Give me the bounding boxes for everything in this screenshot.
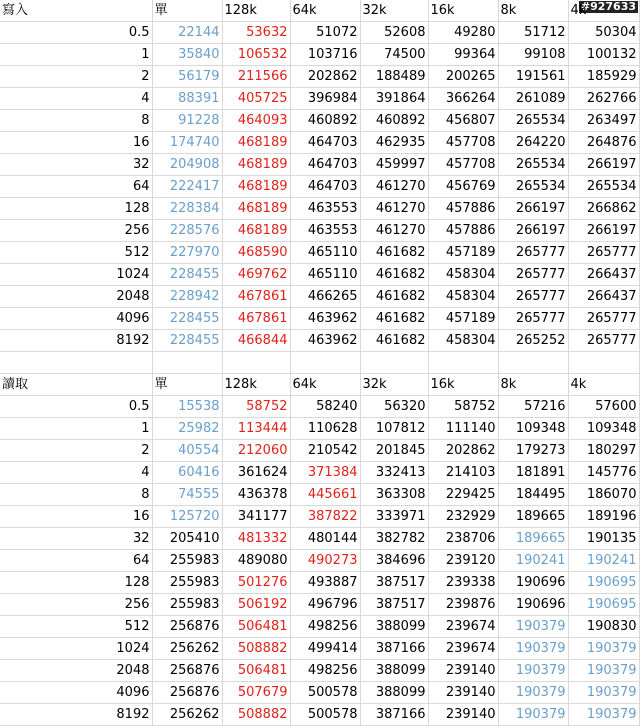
write-column-header[interactable]: 4k [568, 0, 639, 22]
read-value-cell[interactable]: 500578 [290, 704, 360, 726]
write-value-cell[interactable]: 88391 [152, 88, 222, 110]
write-value-cell[interactable]: 227970 [152, 242, 222, 264]
read-value-cell[interactable]: 60416 [152, 462, 222, 484]
write-value-cell[interactable]: 228576 [152, 220, 222, 242]
read-value-cell[interactable]: 239140 [428, 704, 498, 726]
write-value-cell[interactable]: 91228 [152, 110, 222, 132]
read-value-cell[interactable]: 384696 [360, 550, 428, 572]
write-table-row [0, 110, 639, 132]
write-row-label[interactable]: 2048 [0, 286, 152, 308]
read-value-cell[interactable]: 500578 [290, 682, 360, 704]
read-value-cell[interactable]: 508882 [222, 704, 290, 726]
read-table-row [0, 484, 639, 506]
read-value-cell[interactable]: 202862 [428, 440, 498, 462]
read-value-cell[interactable]: 499414 [290, 638, 360, 660]
write-value-cell[interactable]: 461270 [360, 198, 428, 220]
read-value-cell[interactable]: 255983 [152, 594, 222, 616]
read-table-row [0, 440, 639, 462]
read-value-cell[interactable]: 190379 [568, 682, 639, 704]
read-value-cell[interactable]: 190379 [498, 638, 568, 660]
read-value-cell[interactable]: 480144 [290, 528, 360, 550]
write-value-cell[interactable]: 457886 [428, 198, 498, 220]
write-value-cell[interactable]: 461682 [360, 242, 428, 264]
read-table-row [0, 682, 639, 704]
write-value-cell[interactable]: 461270 [360, 176, 428, 198]
write-value-cell[interactable]: 468189 [222, 220, 290, 242]
write-value-cell[interactable]: 22144 [152, 22, 222, 44]
read-value-cell[interactable]: 58752 [428, 396, 498, 418]
read-value-cell[interactable]: 239876 [428, 594, 498, 616]
read-value-cell[interactable]: 507679 [222, 682, 290, 704]
read-value-cell[interactable]: 239120 [428, 550, 498, 572]
blank-cell[interactable] [498, 352, 568, 374]
write-value-cell[interactable]: 266197 [498, 198, 568, 220]
read-value-cell[interactable]: 256876 [152, 682, 222, 704]
read-section-title[interactable]: 讀取 [0, 374, 152, 396]
read-value-cell[interactable]: 501276 [222, 572, 290, 594]
write-row-label[interactable]: 128 [0, 198, 152, 220]
write-value-cell[interactable]: 228942 [152, 286, 222, 308]
write-table-row [0, 308, 639, 330]
write-value-cell[interactable]: 460892 [360, 110, 428, 132]
write-value-cell[interactable]: 466844 [222, 330, 290, 352]
write-value-cell[interactable]: 463553 [290, 198, 360, 220]
read-value-cell[interactable]: 190696 [498, 572, 568, 594]
write-value-cell[interactable]: 456807 [428, 110, 498, 132]
write-value-cell[interactable]: 185929 [568, 66, 639, 88]
read-value-cell[interactable]: 205410 [152, 528, 222, 550]
write-value-cell[interactable]: 266197 [568, 154, 639, 176]
write-value-cell[interactable]: 266437 [568, 286, 639, 308]
read-table-row [0, 594, 639, 616]
write-value-cell[interactable]: 228384 [152, 198, 222, 220]
write-header-row [0, 0, 639, 22]
write-row-label[interactable]: 8192 [0, 330, 152, 352]
write-value-cell[interactable]: 191561 [498, 66, 568, 88]
write-value-cell[interactable]: 464703 [290, 132, 360, 154]
read-value-cell[interactable]: 190379 [498, 704, 568, 726]
write-value-cell[interactable]: 468590 [222, 242, 290, 264]
write-value-cell[interactable]: 456769 [428, 176, 498, 198]
read-value-cell[interactable]: 189665 [498, 506, 568, 528]
read-value-cell[interactable]: 498256 [290, 616, 360, 638]
write-value-cell[interactable]: 464703 [290, 176, 360, 198]
write-table-row [0, 220, 639, 242]
read-value-cell[interactable]: 56320 [360, 396, 428, 418]
write-value-cell[interactable]: 35840 [152, 44, 222, 66]
read-value-cell[interactable]: 481332 [222, 528, 290, 550]
read-value-cell[interactable]: 496796 [290, 594, 360, 616]
read-value-cell[interactable]: 212060 [222, 440, 290, 462]
read-value-cell[interactable]: 363308 [360, 484, 428, 506]
read-value-cell[interactable]: 190379 [568, 638, 639, 660]
read-row-label[interactable]: 128 [0, 572, 152, 594]
read-column-header[interactable]: 16k [428, 374, 498, 396]
write-table-row [0, 264, 639, 286]
write-value-cell[interactable]: 457708 [428, 132, 498, 154]
read-value-cell[interactable]: 255983 [152, 550, 222, 572]
write-value-cell[interactable]: 461682 [360, 308, 428, 330]
write-value-cell[interactable]: 467861 [222, 286, 290, 308]
read-value-cell[interactable]: 371384 [290, 462, 360, 484]
write-value-cell[interactable]: 459997 [360, 154, 428, 176]
watermark-label: #927633 [580, 0, 636, 13]
read-value-cell[interactable]: 111140 [428, 418, 498, 440]
read-value-cell[interactable]: 189665 [498, 528, 568, 550]
read-column-header[interactable]: 4k [568, 374, 639, 396]
read-value-cell[interactable]: 489080 [222, 550, 290, 572]
write-value-cell[interactable]: 266862 [568, 198, 639, 220]
write-value-cell[interactable]: 464703 [290, 154, 360, 176]
write-column-header[interactable]: 8k [498, 0, 568, 22]
read-value-cell[interactable]: 387517 [360, 572, 428, 594]
read-value-cell[interactable]: 493887 [290, 572, 360, 594]
write-value-cell[interactable]: 265534 [498, 110, 568, 132]
write-value-cell[interactable]: 464093 [222, 110, 290, 132]
read-table-row [0, 396, 639, 418]
write-column-header[interactable]: 16k [428, 0, 498, 22]
write-value-cell[interactable]: 263497 [568, 110, 639, 132]
read-value-cell[interactable]: 57216 [498, 396, 568, 418]
write-value-cell[interactable]: 53632 [222, 22, 290, 44]
write-table-row [0, 66, 639, 88]
read-row-label[interactable]: 512 [0, 616, 152, 638]
write-value-cell[interactable]: 49280 [428, 22, 498, 44]
write-value-cell[interactable]: 469762 [222, 264, 290, 286]
read-value-cell[interactable]: 256876 [152, 660, 222, 682]
write-value-cell[interactable]: 202862 [290, 66, 360, 88]
read-value-cell[interactable]: 74555 [152, 484, 222, 506]
read-value-cell[interactable]: 332413 [360, 462, 428, 484]
read-value-cell[interactable]: 506481 [222, 616, 290, 638]
write-value-cell[interactable]: 265777 [498, 242, 568, 264]
read-row-label[interactable]: 16 [0, 506, 152, 528]
read-value-cell[interactable]: 382782 [360, 528, 428, 550]
read-table-row [0, 660, 639, 682]
read-value-cell[interactable]: 25982 [152, 418, 222, 440]
read-value-cell[interactable]: 125720 [152, 506, 222, 528]
write-value-cell[interactable]: 461682 [360, 286, 428, 308]
write-value-cell[interactable]: 457886 [428, 220, 498, 242]
write-value-cell[interactable]: 458304 [428, 286, 498, 308]
read-row-label[interactable]: 8192 [0, 704, 152, 726]
write-value-cell[interactable]: 264876 [568, 132, 639, 154]
write-value-cell[interactable]: 106532 [222, 44, 290, 66]
write-value-cell[interactable]: 463962 [290, 330, 360, 352]
write-row-label[interactable]: 64 [0, 176, 152, 198]
write-value-cell[interactable]: 463962 [290, 308, 360, 330]
write-row-label[interactable]: 256 [0, 220, 152, 242]
read-row-label[interactable]: 64 [0, 550, 152, 572]
read-value-cell[interactable]: 190135 [568, 528, 639, 550]
read-value-cell[interactable]: 445661 [290, 484, 360, 506]
write-column-header[interactable]: 128k [222, 0, 290, 22]
read-value-cell[interactable]: 107812 [360, 418, 428, 440]
write-value-cell[interactable]: 265777 [498, 308, 568, 330]
write-value-cell[interactable]: 204908 [152, 154, 222, 176]
write-value-cell[interactable]: 405725 [222, 88, 290, 110]
write-value-cell[interactable]: 99364 [428, 44, 498, 66]
read-value-cell[interactable]: 387822 [290, 506, 360, 528]
write-column-header[interactable]: 單 [152, 0, 222, 22]
read-value-cell[interactable]: 388099 [360, 682, 428, 704]
write-value-cell[interactable]: 457189 [428, 308, 498, 330]
read-value-cell[interactable]: 256262 [152, 704, 222, 726]
write-value-cell[interactable]: 52608 [360, 22, 428, 44]
blank-cell[interactable] [0, 352, 152, 374]
write-value-cell[interactable]: 265777 [568, 242, 639, 264]
write-value-cell[interactable]: 74500 [360, 44, 428, 66]
read-value-cell[interactable]: 190379 [498, 616, 568, 638]
read-row-label[interactable]: 0.5 [0, 396, 152, 418]
read-value-cell[interactable]: 256876 [152, 616, 222, 638]
blank-cell[interactable] [360, 352, 428, 374]
write-row-label[interactable]: 1024 [0, 264, 152, 286]
read-column-header[interactable]: 8k [498, 374, 568, 396]
read-value-cell[interactable]: 15538 [152, 396, 222, 418]
write-row-label[interactable]: 32 [0, 154, 152, 176]
blank-cell[interactable] [568, 352, 639, 374]
read-value-cell[interactable]: 498256 [290, 660, 360, 682]
write-row-label[interactable]: 512 [0, 242, 152, 264]
read-value-cell[interactable]: 189196 [568, 506, 639, 528]
write-value-cell[interactable]: 265252 [498, 330, 568, 352]
read-value-cell[interactable]: 387166 [360, 704, 428, 726]
read-value-cell[interactable]: 201845 [360, 440, 428, 462]
write-value-cell[interactable]: 468189 [222, 154, 290, 176]
write-value-cell[interactable]: 462935 [360, 132, 428, 154]
read-value-cell[interactable]: 113444 [222, 418, 290, 440]
read-value-cell[interactable]: 232929 [428, 506, 498, 528]
read-value-cell[interactable]: 110628 [290, 418, 360, 440]
read-value-cell[interactable]: 239338 [428, 572, 498, 594]
read-table-row [0, 550, 639, 572]
write-value-cell[interactable]: 261089 [498, 88, 568, 110]
write-value-cell[interactable]: 461682 [360, 330, 428, 352]
read-row-label[interactable]: 2048 [0, 660, 152, 682]
blank-cell[interactable] [152, 352, 222, 374]
write-column-header[interactable]: 64k [290, 0, 360, 22]
read-column-header[interactable]: 32k [360, 374, 428, 396]
write-value-cell[interactable]: 228455 [152, 264, 222, 286]
write-value-cell[interactable]: 265777 [568, 330, 639, 352]
write-value-cell[interactable]: 468189 [222, 132, 290, 154]
read-row-label[interactable]: 4096 [0, 682, 152, 704]
write-row-label[interactable]: 8 [0, 110, 152, 132]
read-table-row [0, 704, 639, 726]
write-value-cell[interactable]: 56179 [152, 66, 222, 88]
read-value-cell[interactable]: 190696 [498, 594, 568, 616]
read-column-header[interactable]: 64k [290, 374, 360, 396]
write-table-row [0, 22, 639, 44]
write-value-cell[interactable]: 266437 [568, 264, 639, 286]
read-value-cell[interactable]: 341177 [222, 506, 290, 528]
read-value-cell[interactable]: 109348 [568, 418, 639, 440]
write-value-cell[interactable]: 460892 [290, 110, 360, 132]
write-table-row [0, 242, 639, 264]
read-value-cell[interactable]: 109348 [498, 418, 568, 440]
read-value-cell[interactable]: 490273 [290, 550, 360, 572]
read-value-cell[interactable]: 184495 [498, 484, 568, 506]
read-value-cell[interactable]: 239674 [428, 638, 498, 660]
write-value-cell[interactable]: 228455 [152, 308, 222, 330]
read-value-cell[interactable]: 333971 [360, 506, 428, 528]
read-row-label[interactable]: 2 [0, 440, 152, 462]
write-row-label[interactable]: 4 [0, 88, 152, 110]
read-table-row [0, 528, 639, 550]
write-value-cell[interactable]: 465110 [290, 264, 360, 286]
read-value-cell[interactable]: 190695 [568, 572, 639, 594]
write-value-cell[interactable]: 188489 [360, 66, 428, 88]
write-column-header[interactable]: 32k [360, 0, 428, 22]
write-value-cell[interactable]: 99108 [498, 44, 568, 66]
write-table-row [0, 88, 639, 110]
blank-cell[interactable] [428, 352, 498, 374]
read-table-row [0, 462, 639, 484]
read-value-cell[interactable]: 179273 [498, 440, 568, 462]
read-row-label[interactable]: 8 [0, 484, 152, 506]
blank-cell[interactable] [290, 352, 360, 374]
write-value-cell[interactable]: 211566 [222, 66, 290, 88]
write-table-row [0, 44, 639, 66]
read-value-cell[interactable]: 361624 [222, 462, 290, 484]
write-row-label[interactable]: 1 [0, 44, 152, 66]
write-value-cell[interactable]: 457708 [428, 154, 498, 176]
read-row-label[interactable]: 32 [0, 528, 152, 550]
read-value-cell[interactable]: 40554 [152, 440, 222, 462]
read-table-row [0, 572, 639, 594]
write-value-cell[interactable]: 461270 [360, 220, 428, 242]
read-value-cell[interactable]: 190379 [498, 682, 568, 704]
read-value-cell[interactable]: 190379 [568, 660, 639, 682]
write-value-cell[interactable]: 265777 [498, 264, 568, 286]
blank-row [0, 352, 639, 374]
read-value-cell[interactable]: 387517 [360, 594, 428, 616]
read-value-cell[interactable]: 210542 [290, 440, 360, 462]
read-value-cell[interactable]: 58752 [222, 396, 290, 418]
write-value-cell[interactable]: 463553 [290, 220, 360, 242]
write-table-row [0, 198, 639, 220]
write-value-cell[interactable]: 265777 [498, 286, 568, 308]
read-table-row [0, 638, 639, 660]
read-value-cell[interactable]: 506192 [222, 594, 290, 616]
read-value-cell[interactable]: 190241 [568, 550, 639, 572]
write-value-cell[interactable]: 458304 [428, 330, 498, 352]
read-value-cell[interactable]: 58240 [290, 396, 360, 418]
read-row-label[interactable]: 1024 [0, 638, 152, 660]
read-value-cell[interactable]: 508882 [222, 638, 290, 660]
write-value-cell[interactable]: 51072 [290, 22, 360, 44]
write-section-title[interactable]: 寫入 [0, 0, 152, 22]
write-value-cell[interactable]: 391864 [360, 88, 428, 110]
write-value-cell[interactable]: 262766 [568, 88, 639, 110]
write-table-row [0, 286, 639, 308]
read-value-cell[interactable]: 229425 [428, 484, 498, 506]
write-value-cell[interactable]: 264220 [498, 132, 568, 154]
read-value-cell[interactable]: 239674 [428, 616, 498, 638]
read-value-cell[interactable]: 190379 [498, 660, 568, 682]
read-table-row [0, 616, 639, 638]
read-value-cell[interactable]: 180297 [568, 440, 639, 462]
write-value-cell[interactable]: 457189 [428, 242, 498, 264]
write-value-cell[interactable]: 266197 [568, 220, 639, 242]
write-value-cell[interactable]: 466265 [290, 286, 360, 308]
read-value-cell[interactable]: 190241 [498, 550, 568, 572]
write-value-cell[interactable]: 265534 [568, 176, 639, 198]
read-value-cell[interactable]: 506481 [222, 660, 290, 682]
write-table-row [0, 330, 639, 352]
read-header-row [0, 374, 639, 396]
read-value-cell[interactable]: 190830 [568, 616, 639, 638]
read-value-cell[interactable]: 388099 [360, 616, 428, 638]
read-value-cell[interactable]: 239140 [428, 682, 498, 704]
read-value-cell[interactable]: 436378 [222, 484, 290, 506]
write-value-cell[interactable]: 174740 [152, 132, 222, 154]
write-value-cell[interactable]: 266197 [498, 220, 568, 242]
read-value-cell[interactable]: 388099 [360, 660, 428, 682]
read-value-cell[interactable]: 214103 [428, 462, 498, 484]
blank-cell[interactable] [222, 352, 290, 374]
read-table-row [0, 418, 639, 440]
write-value-cell[interactable]: 265534 [498, 176, 568, 198]
read-value-cell[interactable]: 190695 [568, 594, 639, 616]
write-value-cell[interactable]: 468189 [222, 198, 290, 220]
write-table-row [0, 176, 639, 198]
write-row-label[interactable]: 2 [0, 66, 152, 88]
write-value-cell[interactable]: 366264 [428, 88, 498, 110]
read-value-cell[interactable]: 255983 [152, 572, 222, 594]
write-value-cell[interactable]: 228455 [152, 330, 222, 352]
read-value-cell[interactable]: 57600 [568, 396, 639, 418]
write-value-cell[interactable]: 51712 [498, 22, 568, 44]
write-row-label[interactable]: 0.5 [0, 22, 152, 44]
write-value-cell[interactable]: 100132 [568, 44, 639, 66]
write-value-cell[interactable]: 458304 [428, 264, 498, 286]
read-value-cell[interactable]: 145776 [568, 462, 639, 484]
read-value-cell[interactable]: 387166 [360, 638, 428, 660]
read-row-label[interactable]: 4 [0, 462, 152, 484]
read-row-label[interactable]: 1 [0, 418, 152, 440]
read-value-cell[interactable]: 238706 [428, 528, 498, 550]
read-value-cell[interactable]: 256262 [152, 638, 222, 660]
write-value-cell[interactable]: 200265 [428, 66, 498, 88]
read-value-cell[interactable]: 190379 [568, 704, 639, 726]
write-table-row [0, 154, 639, 176]
write-value-cell[interactable]: 265534 [498, 154, 568, 176]
write-value-cell[interactable]: 265777 [568, 308, 639, 330]
write-value-cell[interactable]: 465110 [290, 242, 360, 264]
read-value-cell[interactable]: 186070 [568, 484, 639, 506]
write-row-label[interactable]: 4096 [0, 308, 152, 330]
read-column-header[interactable]: 單 [152, 374, 222, 396]
read-value-cell[interactable]: 181891 [498, 462, 568, 484]
write-value-cell[interactable]: 468189 [222, 176, 290, 198]
write-table-row [0, 132, 639, 154]
read-row-label[interactable]: 256 [0, 594, 152, 616]
write-value-cell[interactable]: 103716 [290, 44, 360, 66]
read-column-header[interactable]: 128k [222, 374, 290, 396]
write-value-cell[interactable]: 222417 [152, 176, 222, 198]
write-value-cell[interactable]: 50304 [568, 22, 639, 44]
write-value-cell[interactable]: 467861 [222, 308, 290, 330]
read-value-cell[interactable]: 239140 [428, 660, 498, 682]
write-row-label[interactable]: 16 [0, 132, 152, 154]
read-table-row [0, 506, 639, 528]
write-value-cell[interactable]: 396984 [290, 88, 360, 110]
write-value-cell[interactable]: 461682 [360, 264, 428, 286]
